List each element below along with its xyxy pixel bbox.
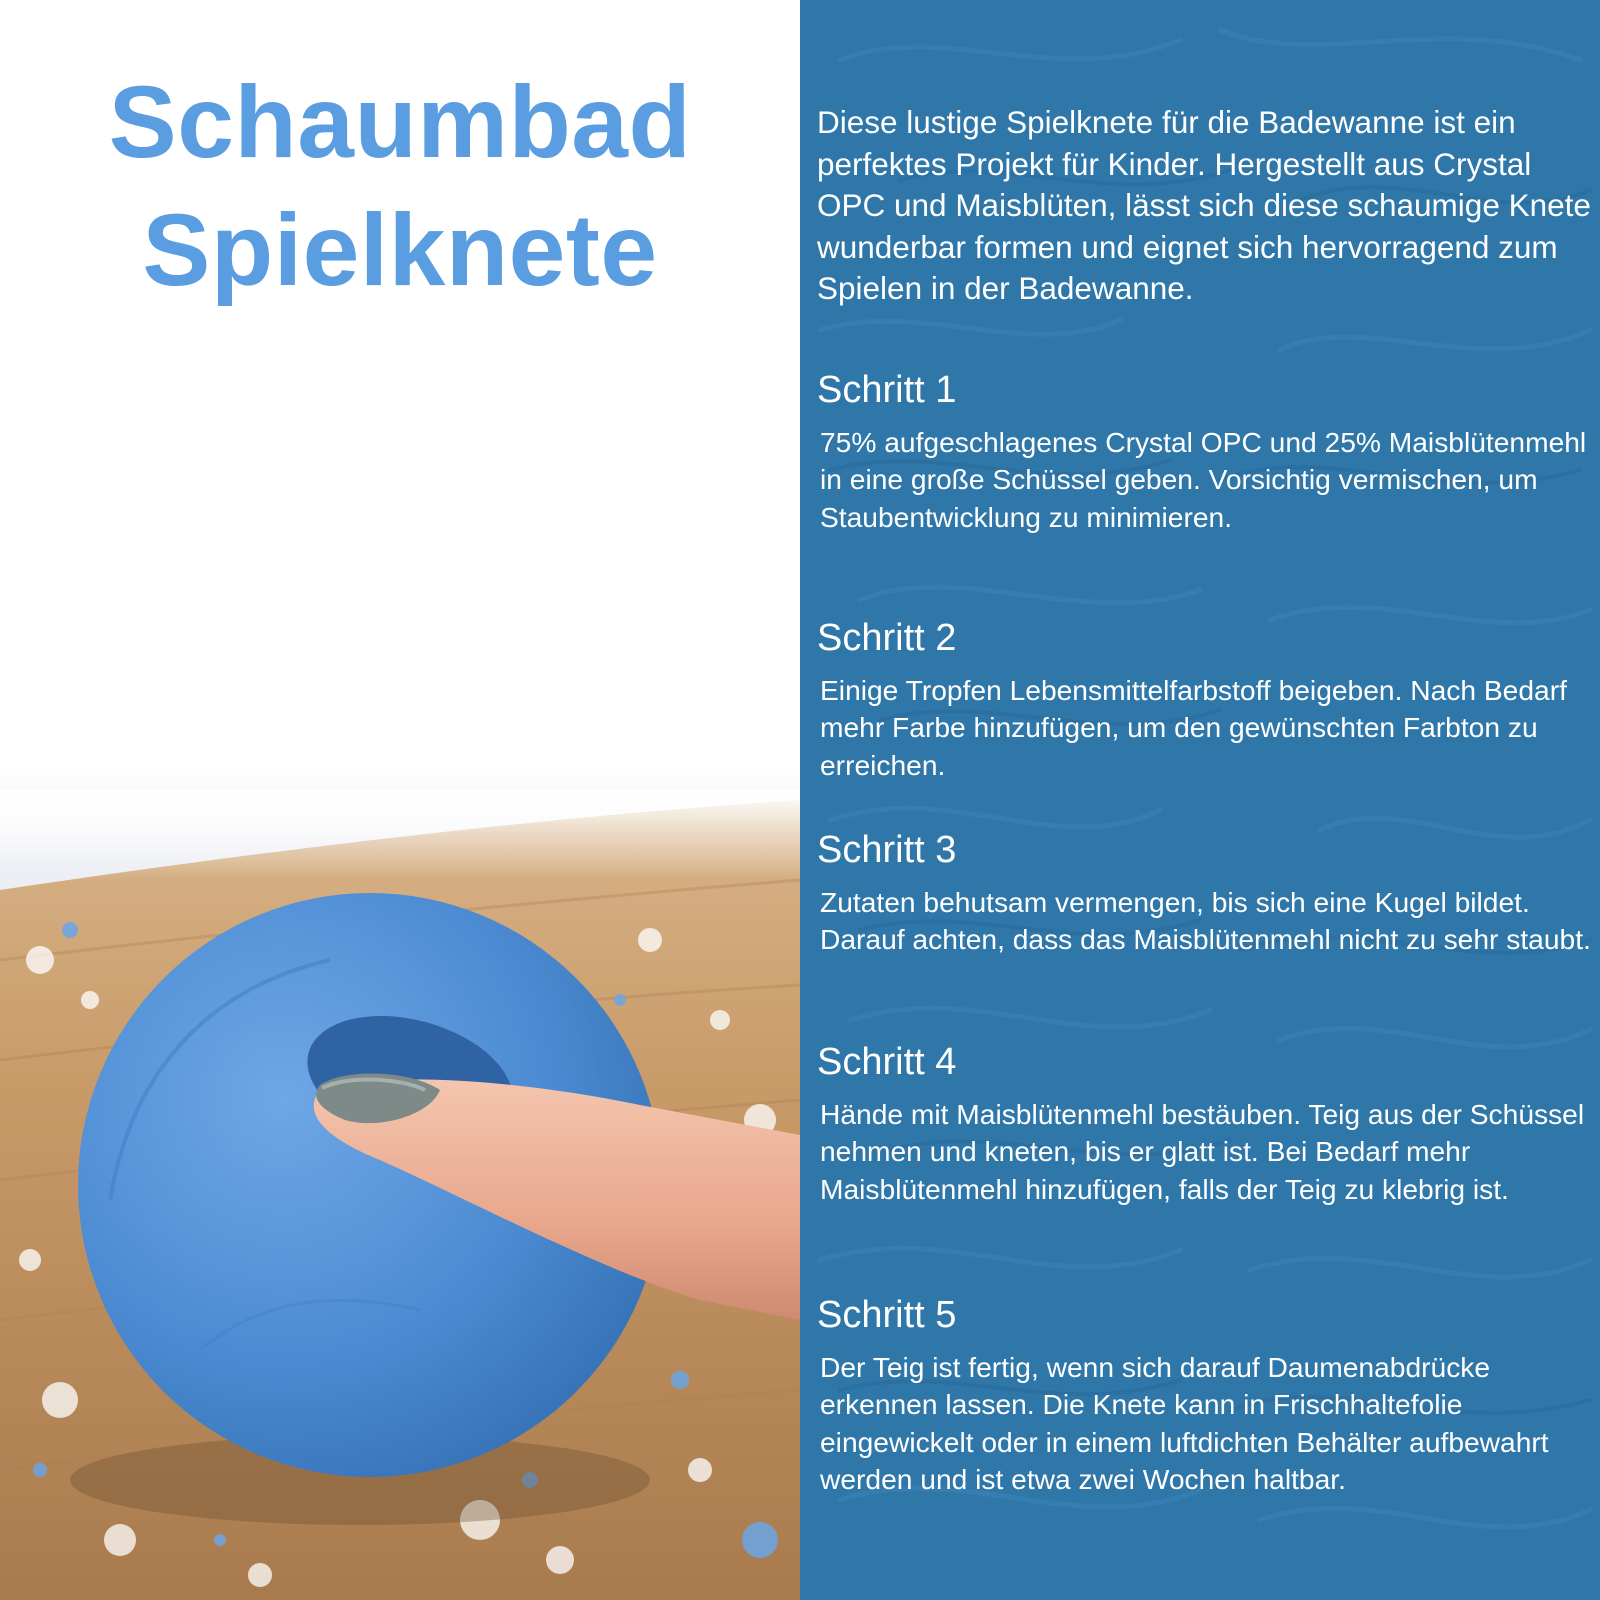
step-1-text: 75% aufgeschlagenes Crystal OPC und 25% Maisblütenmehl in eine große Schüssel geben. Vorsichtig vermischen, um Staubentwicklung zu minimieren. bbox=[820, 426, 1587, 533]
title-line-2: Spielknete bbox=[142, 193, 658, 307]
title-line-1: Schaumbad bbox=[108, 65, 692, 179]
step-1 bbox=[817, 368, 1592, 536]
step-2-text: Einige Tropfen Lebensmittelfarbstoff beigeben. Nach Bedarf mehr Farbe hinzufügen, um den gewünschten Farbton zu erreichen. bbox=[820, 674, 1567, 781]
step-3-text: Zutaten behutsam vermengen, bis sich eine Kugel bildet. Darauf achten, dass das Maisblütenmehl nicht zu sehr staubt. bbox=[820, 886, 1591, 956]
step-5-text: Der Teig ist fertig, wenn sich darauf Daumenabdrücke erkennen lassen. Die Knete kann in Frischhaltefolie eingewickelt oder in einem luftdichten Behälter aufbewahrt werden und ist etwa zwei Wochen haltbar. bbox=[820, 1351, 1549, 1496]
step-4-title: Schritt 4 bbox=[817, 1041, 957, 1083]
step-1-title: Schritt 1 bbox=[817, 369, 957, 411]
step-5-title: Schritt 5 bbox=[817, 1294, 957, 1336]
page-title bbox=[0, 58, 800, 314]
step-3 bbox=[817, 828, 1592, 959]
step-2 bbox=[817, 616, 1592, 784]
instructions-panel bbox=[800, 0, 1600, 1600]
step-2-title: Schritt 2 bbox=[817, 617, 957, 659]
step-4 bbox=[817, 1040, 1592, 1208]
intro-paragraph: Diese lustige Spielknete für die Badewanne ist ein perfektes Projekt für Kinder. Hergestellt aus Crystal OPC und Maisblüten, lässt sich diese schaumige Knete wunderbar formen und eignet sich hervorragend zum Spielen in der Badewanne. bbox=[817, 104, 1591, 307]
step-4-text: Hände mit Maisblütenmehl bestäuben. Teig aus der Schüssel nehmen und kneten, bis er glatt ist. Bei Bedarf mehr Maisblütenmehl hinzufügen, falls der Teig zu klebrig ist. bbox=[820, 1098, 1585, 1205]
step-3-title: Schritt 3 bbox=[817, 829, 957, 871]
step-5 bbox=[817, 1293, 1592, 1499]
